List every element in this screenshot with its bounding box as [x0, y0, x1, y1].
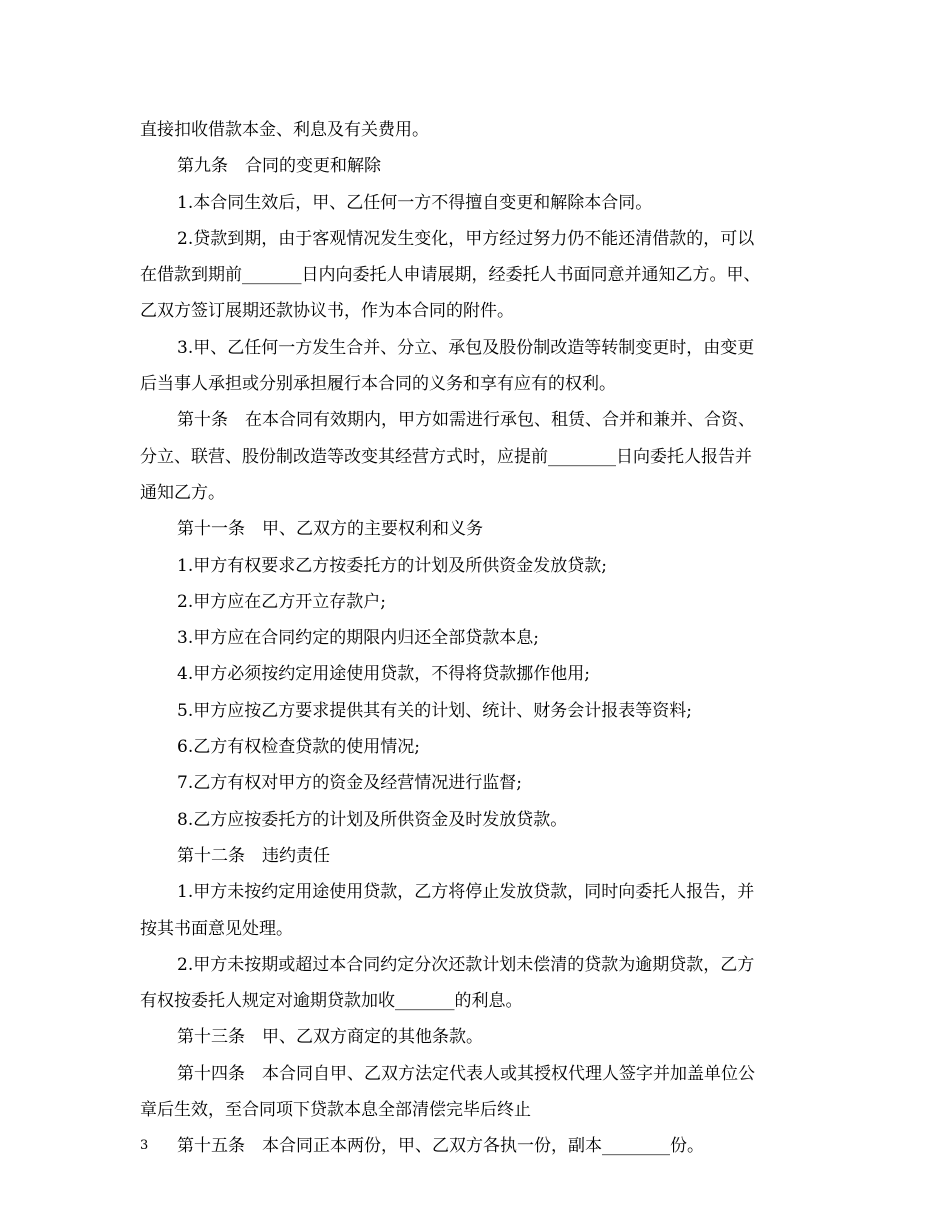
text-line: 通知乙方。 [140, 482, 225, 503]
text-line: 分立、联营、股份制改造等改变其经营方式时，应提前________日向委托人报告并 [140, 446, 752, 467]
text-line: 第九条 合同的变更和解除 [177, 156, 381, 177]
text-line: 1.甲方未按约定用途使用贷款，乙方将停止发放贷款，同时向委托人报告，并 [177, 882, 755, 903]
text-line: 4.甲方必须按约定用途使用贷款，不得将贷款挪作他用; [177, 664, 590, 685]
text-line: 8.乙方应按委托方的计划及所供资金及时发放贷款。 [177, 809, 568, 830]
text-line: 1.本合同生效后，甲、乙任何一方不得擅自变更和解除本合同。 [177, 192, 653, 213]
text-line: 章后生效，至合同项下贷款本息全部清偿完毕后终止 [140, 1100, 531, 1121]
text-line: 第十二条 违约责任 [177, 845, 330, 866]
text-line: 在借款到期前_______日内向委托人申请展期，经委托人书面同意并通知乙方。甲、 [140, 265, 761, 286]
text-line: 3.甲方应在合同约定的期限内归还全部贷款本息; [177, 628, 539, 649]
text-line: 2.甲方未按期或超过本合同约定分次还款计划未偿清的贷款为逾期贷款，乙方 [177, 954, 755, 975]
text-line: 第十四条 本合同自甲、乙双方法定代表人或其授权代理人签字并加盖单位公 [177, 1063, 755, 1084]
text-line: 2.甲方应在乙方开立存款户; [177, 591, 386, 612]
contract-body-text [140, 112, 820, 1165]
text-line: 按其书面意见处理。 [140, 918, 293, 939]
text-line: 第十三条 甲、乙双方商定的其他条款。 [177, 1027, 483, 1048]
text-line: 第十条 在本合同有效期内，甲方如需进行承包、租赁、合并和兼并、合资、 [177, 410, 755, 431]
text-line: 6.乙方有权检查贷款的使用情况; [177, 737, 420, 758]
text-line: 第十一条 甲、乙双方的主要权利和义务 [177, 519, 483, 540]
text-line: 后当事人承担或分别承担履行本合同的义务和享有应有的权利。 [140, 374, 616, 395]
page-number: 3 [140, 1138, 149, 1153]
text-line: 7.乙方有权对甲方的资金及经营情况进行监督; [177, 773, 522, 794]
text-line: 乙双方签订展期还款协议书，作为本合同的附件。 [140, 301, 514, 322]
text-line: 直接扣收借款本金、利息及有关费用。 [140, 120, 429, 140]
text-line: 有权按委托人规定对逾期贷款加收_______的利息。 [140, 991, 523, 1012]
text-line: 5.甲方应按乙方要求提供其有关的计划、统计、财务会计报表等资料; [177, 700, 692, 721]
text-line: 1.甲方有权要求乙方按委托方的计划及所供资金发放贷款; [177, 555, 607, 576]
text-line: 第十五条 本合同正本两份，甲、乙双方各执一份，副本________份。 [177, 1136, 704, 1157]
text-line: 3.甲、乙任何一方发生合并、分立、承包及股份制改造等转制变更时，由变更 [177, 337, 755, 358]
text-line: 2.贷款到期，由于客观情况发生变化，甲方经过努力仍不能还清借款的，可以 [177, 228, 755, 249]
